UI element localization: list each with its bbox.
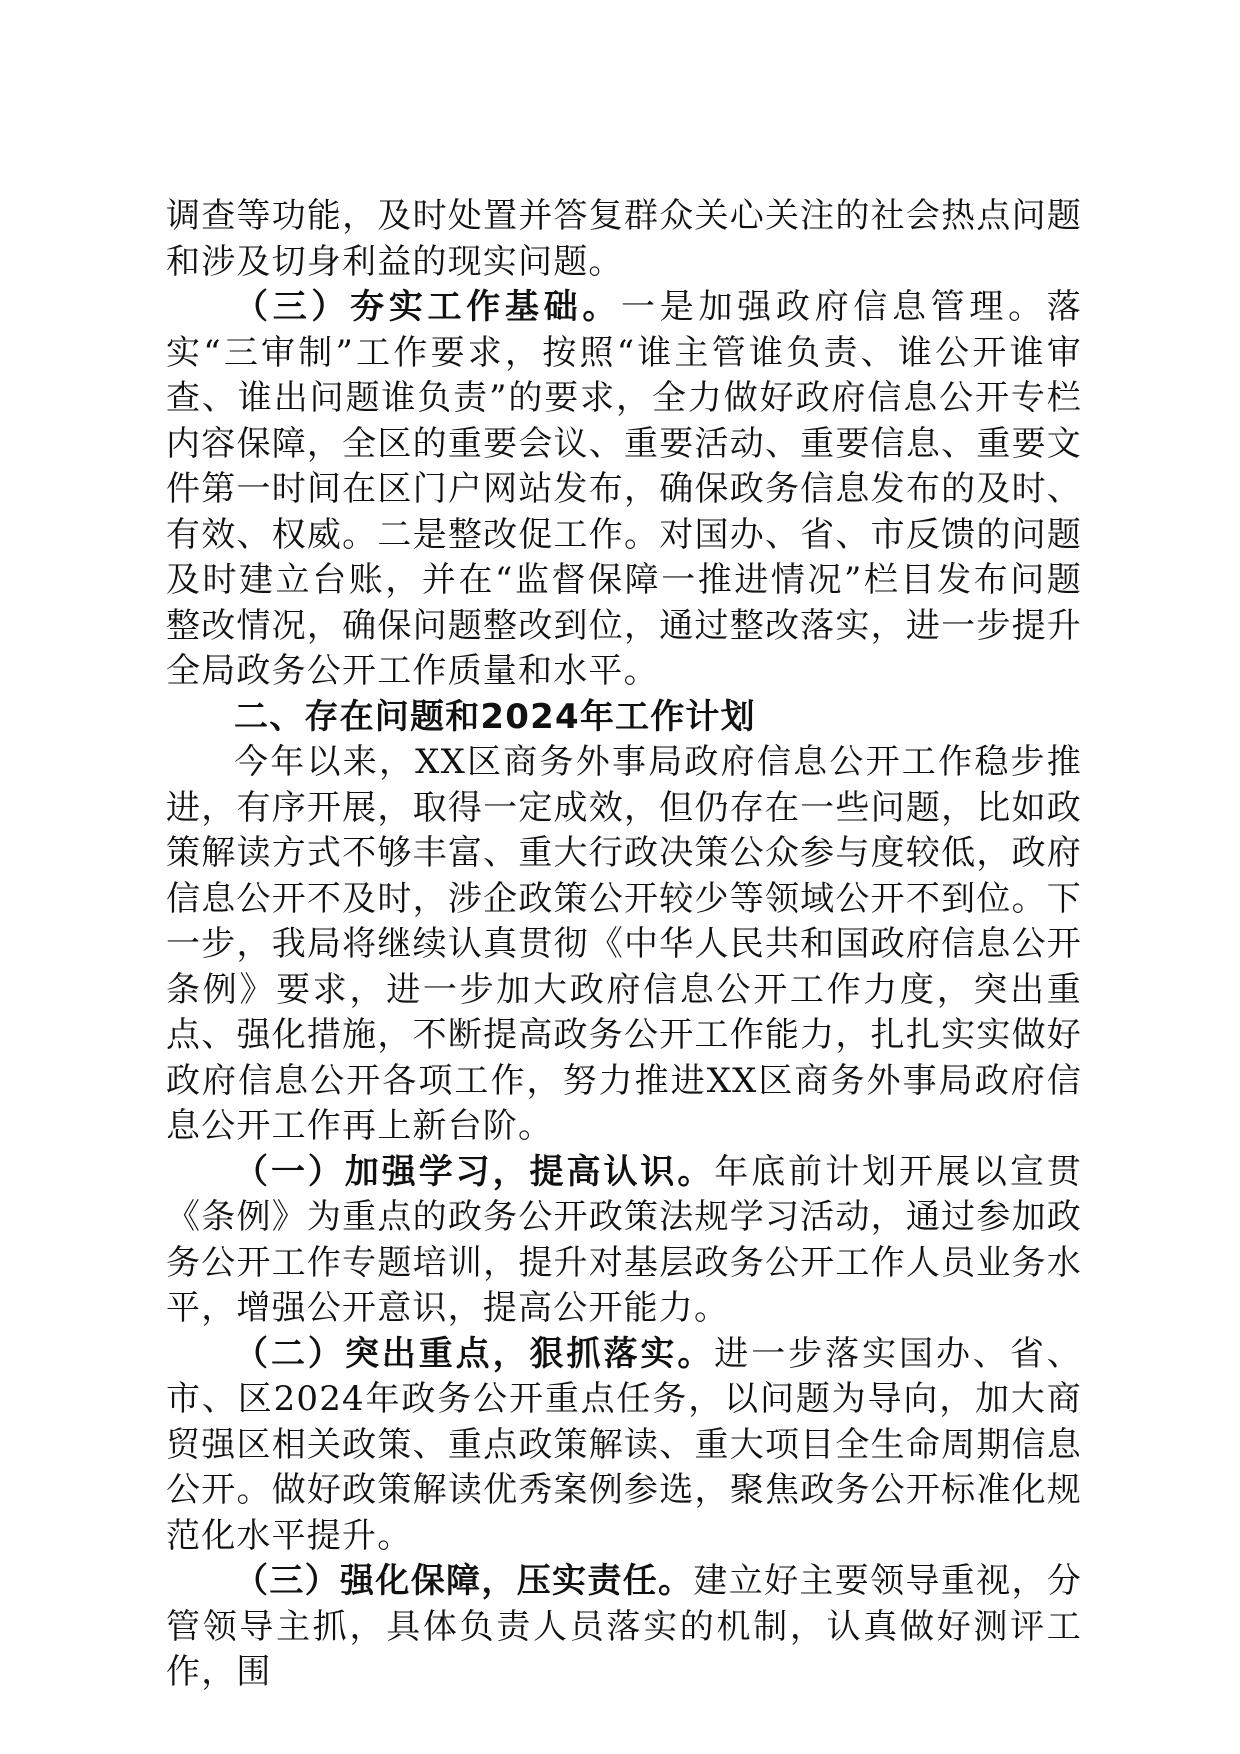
subsection-heading-strengthen-guarantee: （三）强化保障，压实责任。 bbox=[234, 1561, 694, 1601]
paragraph-highlight-key-points bbox=[166, 1332, 1082, 1560]
subsection-heading-consolidate-foundation: （三）夯实工作基础。 bbox=[234, 287, 622, 327]
paragraph-text: 进一步落实国办、省、市、区2024年政务公开重点任务，以问题为导向，加大商贸强区相关政策、重点政策解读、重大项目全生命周期信息公开。做好政策解读优秀案例参选，聚焦政务公开标准化规范化水平提升。 bbox=[166, 1333, 1083, 1556]
paragraph-strengthen-learning bbox=[166, 1150, 1082, 1332]
paragraph-consolidate-foundation bbox=[166, 285, 1082, 695]
document-body bbox=[166, 194, 1082, 1696]
paragraph-continuation: 调查等功能，及时处置并答复群众关心关注的社会热点问题和涉及切身利益的现实问题。 bbox=[166, 196, 1082, 282]
subsection-heading-highlight-key-points: （二）突出重点，狠抓落实。 bbox=[234, 1333, 715, 1374]
paragraph-problems-overview: 今年以来，XX区商务外事局政府信息公开工作稳步推进，有序开展，取得一定成效，但仍存在一些问题，比如政策解读方式不够丰富、重大行政决策公众参与度较低，政府信息公开不及时，涉企政策公开较少等领域公开不到位。下一步，我局将继续认真贯彻《中华人民共和国政府信息公开条例》要求，进一步加大政府信息公开工作力度，突出重点、强化措施，不断提高政务公开工作能力，扎扎实实做好政府信息公开各项工作，努力推进XX区商务外事局政府信息公开工作再上新台阶。 bbox=[166, 742, 1082, 1146]
paragraph-text: 一是加强政府信息管理。落实“三审制”工作要求，按照“谁主管谁负责、谁公开谁审查、谁出问题谁负责”的要求，全力做好政府信息公开专栏内容保障，全区的重要会议、重要活动、重要信息、重要文件第一时间在区门户网站发布，确保政务信息发布的及时、有效、权威。二是整改促工作。对国办、省、市反馈的问题及时建立台账，并在“监督保障一推进情况”栏目发布问题整改情况，确保问题整改到位，通过整改落实，进一步提升全局政务公开工作质量和水平。 bbox=[166, 287, 1082, 691]
subsection-heading-strengthen-learning: （一）加强学习，提高认识。 bbox=[234, 1151, 715, 1192]
paragraph-text: 建立好主要领导重视，分管领导主抓，具体负责人员落实的机制，认真做好测评工作，围 bbox=[166, 1561, 1082, 1692]
paragraph-strengthen-guarantee bbox=[166, 1559, 1082, 1696]
paragraph-text: 年底前计划开展以宣贯《条例》为重点的政务公开政策法规学习活动，通过参加政务公开工作专题培训，提升对基层政务公开工作人员业务水平，增强公开意识，提高公开能力。 bbox=[166, 1151, 1083, 1328]
section-heading-problems-and-plan: 二、存在问题和2024年工作计划 bbox=[234, 696, 756, 737]
